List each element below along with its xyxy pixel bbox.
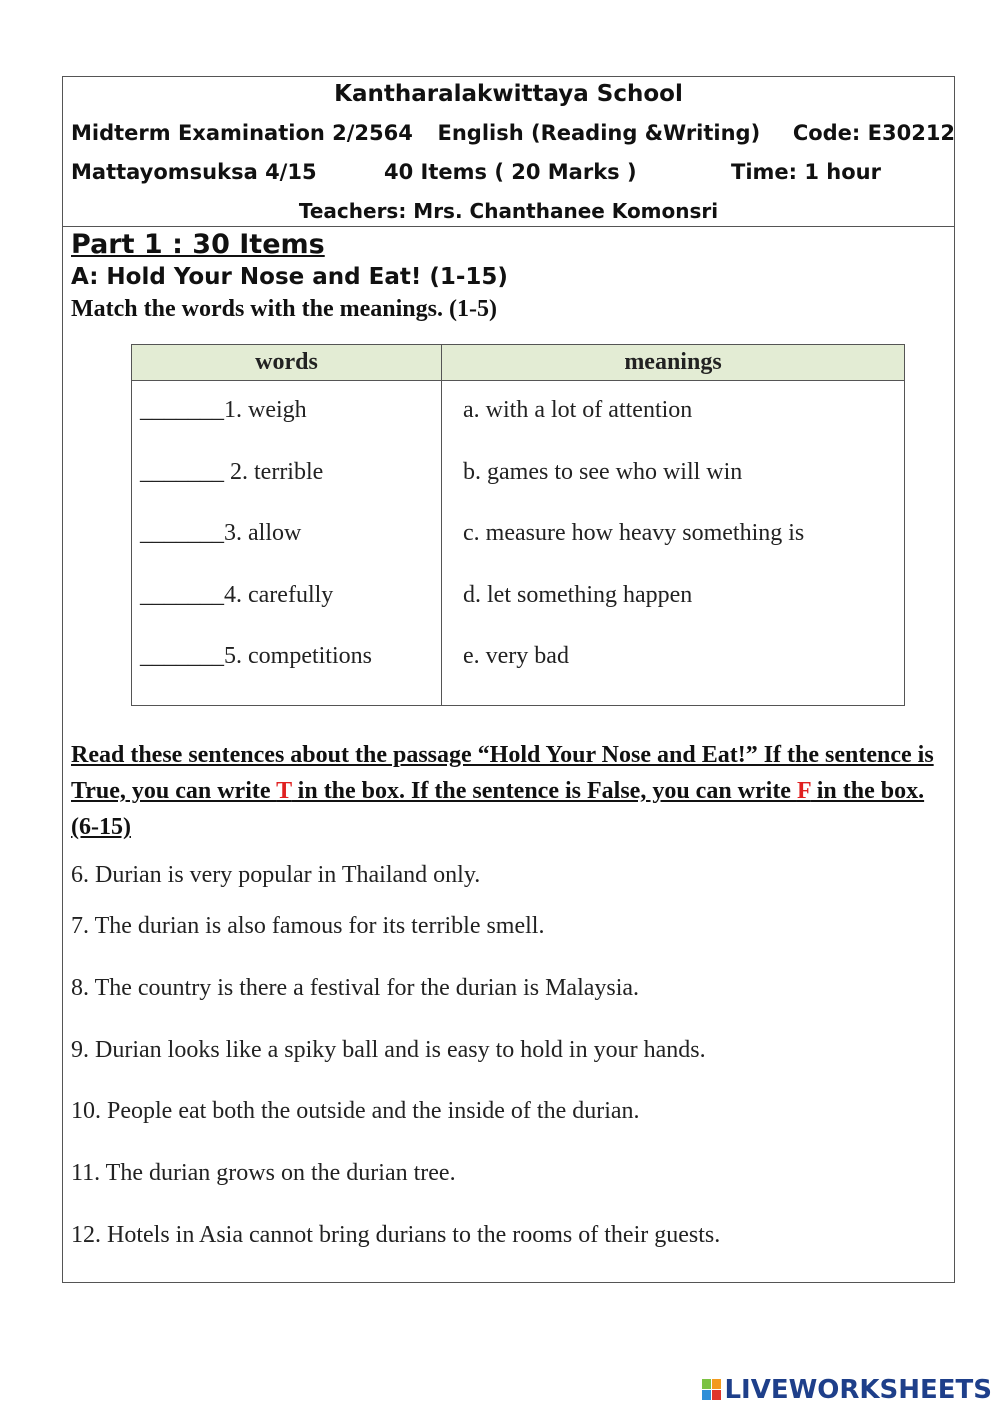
meaning-b: b. games to see who will win	[463, 459, 743, 485]
subject-code: Code: E30212	[792, 121, 956, 145]
exam-name: Midterm Examination 2/2564	[71, 121, 413, 145]
question-7: 7. The durian is also famous for its terrible smell.	[71, 913, 545, 939]
meaning-c: c. measure how heavy something is	[463, 520, 805, 546]
column-divider	[441, 345, 442, 705]
matching-table	[131, 344, 905, 706]
header-meanings: meanings	[624, 349, 722, 375]
teacher-name: Teachers: Mrs. Chanthanee Komonsri	[298, 199, 719, 223]
tf-instruction-text-3: in the box. (6-15)	[71, 778, 925, 840]
worksheet-frame	[62, 76, 955, 1283]
word-item-4[interactable]: _______4. carefully	[140, 582, 334, 608]
false-letter: F	[796, 778, 811, 804]
exam-info-line	[71, 121, 955, 145]
part-title: Part 1 : 30 Items	[71, 229, 325, 260]
meaning-a: a. with a lot of attention	[463, 397, 693, 423]
question-6: 6. Durian is very popular in Thailand only.	[71, 862, 481, 888]
question-10: 10. People eat both the outside and the inside of the durian.	[71, 1098, 640, 1124]
item-count: 40 Items ( 20 Marks )	[384, 160, 637, 184]
class-level: Mattayomsuksa 4/15	[71, 160, 317, 184]
word-item-5[interactable]: _______5. competitions	[140, 643, 372, 669]
question-12: 12. Hotels in Asia cannot bring durians to the rooms of their guests.	[71, 1222, 721, 1248]
question-11: 11. The durian grows on the durian tree.	[71, 1160, 456, 1186]
exam-header	[63, 77, 954, 227]
brand-name: LIVEWORKSHEETS	[724, 1375, 992, 1405]
liveworksheets-logo-icon	[702, 1379, 722, 1401]
true-letter: T	[276, 778, 292, 804]
true-false-instruction	[71, 737, 946, 845]
table-header-row	[132, 345, 904, 381]
word-item-3[interactable]: _______3. allow	[140, 520, 302, 546]
word-item-2[interactable]: _______ 2. terrible	[140, 459, 324, 485]
word-item-1[interactable]: _______1. weigh	[140, 397, 307, 423]
meaning-e: e. very bad	[463, 643, 569, 669]
header-words: words	[255, 349, 318, 375]
tf-instruction-text-2: in the box. If the sentence is False, you can write	[291, 778, 797, 804]
meaning-d: d. let something happen	[463, 582, 693, 608]
question-8: 8. The country is there a festival for the durian is Malaysia.	[71, 975, 640, 1001]
exam-time: Time: 1 hour	[731, 160, 881, 184]
liveworksheets-brand[interactable]	[702, 1374, 992, 1406]
section-title: A: Hold Your Nose and Eat! (1-15)	[71, 264, 508, 290]
matching-instruction: Match the words with the meanings. (1-5)	[71, 296, 497, 322]
tf-instruction-text-1: Read these sentences about the passage “Hold Your Nose and Eat!” If the sentence is True, you can write	[71, 742, 934, 804]
subject-name: English (Reading &Writing)	[437, 121, 761, 145]
school-name: Kantharalakwittaya School	[334, 81, 683, 107]
question-9: 9. Durian looks like a spiky ball and is easy to hold in your hands.	[71, 1037, 706, 1063]
